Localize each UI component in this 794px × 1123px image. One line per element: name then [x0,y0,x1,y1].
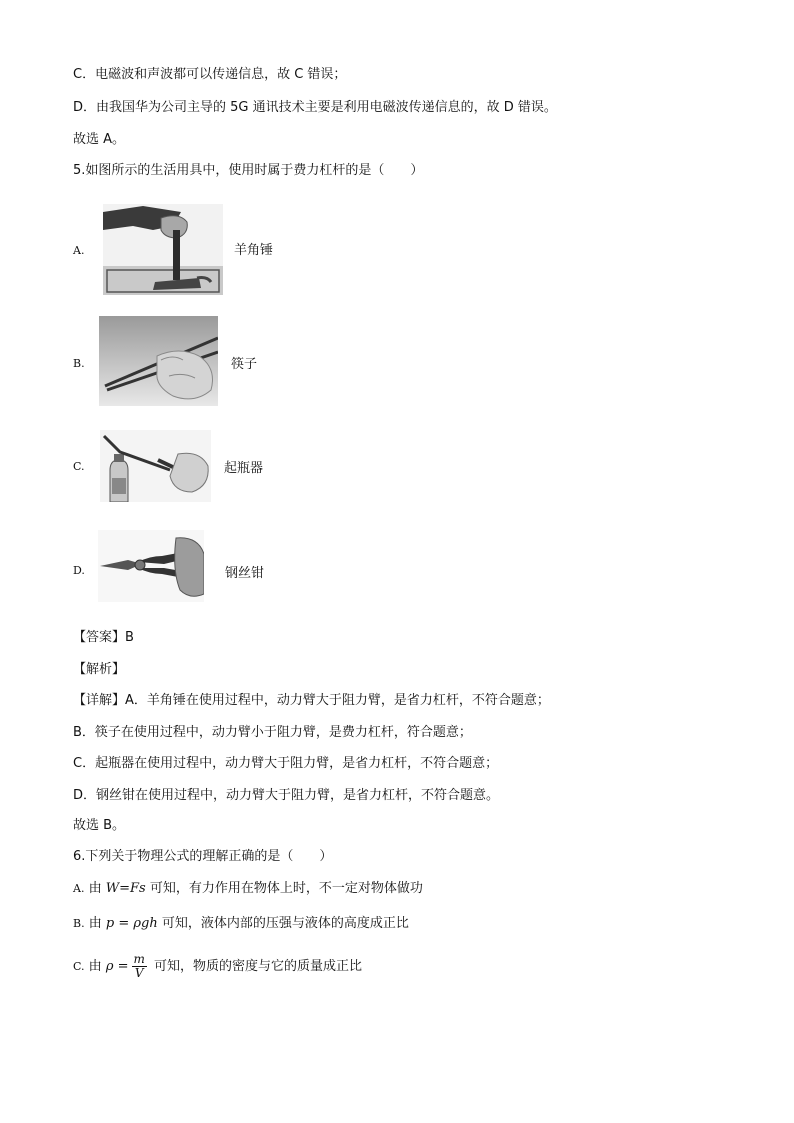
q6-option-c-letter: C. [73,960,85,973]
detail-c-text: C．起瓶器在使用过程中，动力臂大于阻力臂，是省力杠杆，不符合题意； [73,756,499,771]
detail-a-line [73,692,550,710]
detail-d-text: D．钢丝钳在使用过程中，动力臂大于阻力臂，是省力杠杆，不符合题意。 [73,788,500,803]
analysis-tag: 【解析】 [73,662,126,677]
detail-tag: 【详解】 [73,693,126,708]
q6-option-a-text: 可知，有力作用在物体上时，不一定对物体做功 [149,881,423,896]
option-b-letter: B. [73,357,85,370]
q6-option-c-text: 可知，物质的密度与它的质量成正比 [154,959,363,974]
question-5-stem: 5.如图所示的生活用具中，使用时属于费力杠杆的是（ ） [73,163,424,178]
option-d-letter: D. [73,564,85,577]
q6-option-b-text: 可知，液体内部的压强与液体的高度成正比 [161,916,409,931]
q6-option-a-letter: A. [73,882,85,895]
q6-option-b-pre: 由 [88,916,102,931]
answer-tag: 【答案】 [73,630,126,645]
option-c-letter: C. [73,460,85,473]
choice-b-text: 故选 B。 [73,818,126,833]
option-a-caption: 羊角锤 [234,243,274,258]
prev-option-d-text: D．由我国华为公司主导的 5G 通讯技术主要是利用电磁波传递信息的，故 D 错误。 [73,100,557,115]
detail-b-text: B．筷子在使用过程中，动力臂小于阻力臂，是费力杠杆，符合题意； [73,725,472,740]
q6-option-b-formula: p = ρgh [105,916,158,931]
claw-hammer-photo [103,204,223,295]
q6-option-a-pre: 由 [88,881,102,896]
prev-option-c-text: C．电磁波和声波都可以传递信息，故 C 错误； [73,67,347,82]
fraction-numerator: m [133,952,145,966]
answer-value: B [125,630,134,645]
q6-option-c [73,952,362,982]
option-d-caption: 钢丝钳 [225,566,265,581]
q6-option-c-lhs: ρ = [105,959,129,974]
fraction-denominator: V [134,966,144,980]
q6-option-b-letter: B. [73,917,85,930]
q6-option-a [73,880,423,898]
density-fraction [132,953,147,980]
q6-option-c-pre: 由 [88,959,102,974]
option-a-letter: A. [73,244,85,257]
option-b-caption: 筷子 [231,357,258,372]
prev-choice-text: 故选 A。 [73,132,126,147]
chopsticks-photo [99,316,218,406]
option-c-caption: 起瓶器 [224,461,264,476]
detail-a-text: A．羊角锤在使用过程中，动力臂大于阻力臂，是省力杠杆，不符合题意； [125,693,550,708]
q6-option-b [73,915,409,933]
q6-option-a-formula: W=Fs [105,881,146,896]
question-6-stem: 6.下列关于物理公式的理解正确的是（ ） [73,849,333,864]
answer-line [73,629,134,647]
pliers-photo [98,530,204,602]
bottle-opener-photo [100,430,211,502]
